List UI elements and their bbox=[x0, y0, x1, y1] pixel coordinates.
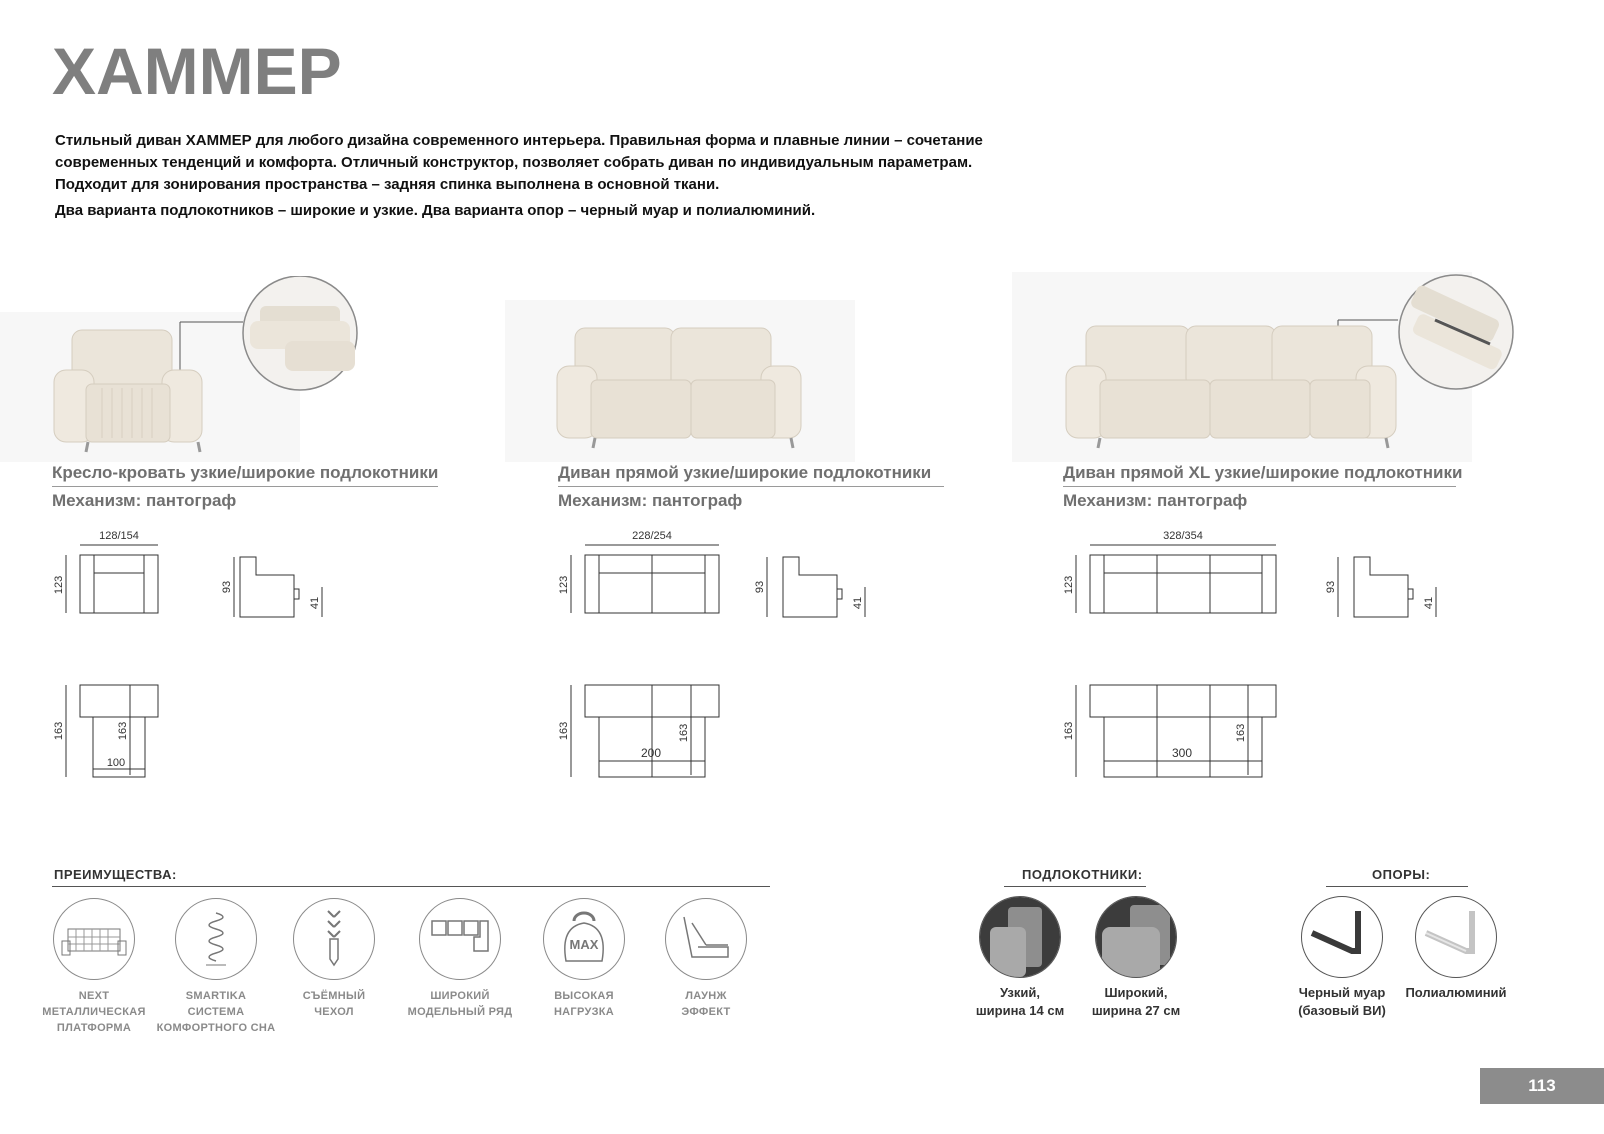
armrest-wide-line-1: Широкий, bbox=[1104, 985, 1168, 1000]
advantage-5-line-1: ВЫСОКАЯ bbox=[554, 990, 614, 1002]
product-3-height: 93 bbox=[1325, 580, 1337, 594]
advantage-3-line-1: СЪЁМНЫЙ bbox=[302, 990, 366, 1002]
product-2-depth: 123 bbox=[558, 575, 570, 595]
product-2-unfolded-length: 163 bbox=[558, 721, 570, 741]
product-1-inner-length: 163 bbox=[117, 721, 129, 741]
advantages-divider bbox=[52, 886, 770, 887]
advantage-6-line-1: ЛАУНЖ bbox=[685, 990, 727, 1002]
advantage-6-line-2: ЭФФЕКТ bbox=[681, 1006, 731, 1018]
black-support-image bbox=[1301, 896, 1383, 978]
product-3-seat-height: 41 bbox=[1423, 596, 1435, 610]
intro-line-1: Стильный диван ХАММЕР для любого дизайна современного интерьера. Правильная форма и плавные линии – сочетание bbox=[55, 132, 983, 149]
sofa-photo bbox=[555, 322, 815, 452]
armrest-narrow-line-1: Узкий, bbox=[999, 985, 1040, 1000]
product-2-seat-height: 41 bbox=[852, 596, 864, 610]
advantage-2-line-3: КОМФОРТНОГО СНА bbox=[156, 1022, 276, 1034]
advantage-1-line-1: NEXT bbox=[78, 990, 110, 1002]
zipper-icon bbox=[293, 898, 375, 980]
armrests-heading: ПОДЛОКОТНИКИ: bbox=[1022, 867, 1143, 882]
product-2-height: 93 bbox=[754, 580, 766, 594]
product-2-title: Диван прямой узкие/широкие подлокотники bbox=[558, 463, 932, 482]
armrest-narrow bbox=[960, 896, 1080, 1020]
support-black bbox=[1282, 896, 1402, 1020]
narrow-armrest-image bbox=[979, 896, 1061, 978]
advantage-2-line-2: СИСТЕМА bbox=[187, 1006, 245, 1018]
product-1-berth-width: 100 bbox=[106, 757, 126, 769]
product-3-divider bbox=[1063, 486, 1456, 487]
weight-icon-text: MAX bbox=[569, 937, 599, 952]
product-1-unfolded-length: 163 bbox=[53, 721, 65, 741]
advantage-1-line-2: МЕТАЛЛИЧЕСКАЯ bbox=[42, 1006, 146, 1018]
advantages-heading: ПРЕИМУЩЕСТВА: bbox=[54, 867, 177, 882]
advantage-4-line-2: МОДЕЛЬНЫЙ РЯД bbox=[407, 1006, 513, 1018]
spring-icon bbox=[175, 898, 257, 980]
product-3-depth: 123 bbox=[1063, 575, 1075, 595]
advantage-1-line-3: ПЛАТФОРМА bbox=[56, 1022, 132, 1034]
page-title: ХАММЕР bbox=[52, 34, 342, 108]
product-3-title: Диван прямой XL узкие/широкие подлокотники bbox=[1063, 463, 1463, 482]
product-1-dimensions bbox=[50, 525, 350, 795]
product-2-dimensions bbox=[555, 525, 885, 795]
lounge-icon bbox=[665, 898, 747, 980]
advantage-3-line-2: ЧЕХОЛ bbox=[314, 1006, 354, 1018]
product-1-height: 93 bbox=[221, 580, 233, 594]
product-2-mechanism: Механизм: пантограф bbox=[558, 491, 743, 510]
advantage-platform bbox=[34, 898, 154, 1036]
sofa-xl-photo bbox=[1060, 272, 1520, 452]
product-2-divider bbox=[558, 486, 944, 487]
advantage-weight bbox=[524, 898, 644, 1020]
supports-heading: ОПОРЫ: bbox=[1372, 867, 1431, 882]
supports-divider bbox=[1326, 886, 1468, 887]
product-3-width: 328/354 bbox=[1163, 530, 1203, 542]
product-3-mechanism: Механизм: пантограф bbox=[1063, 491, 1248, 510]
advantage-4-line-1: ШИРОКИЙ bbox=[430, 990, 490, 1002]
product-1-width: 128/154 bbox=[99, 530, 139, 542]
advantage-5-line-2: НАГРУЗКА bbox=[553, 1006, 615, 1018]
product-1-divider bbox=[52, 486, 438, 487]
wide-armrest-image bbox=[1095, 896, 1177, 978]
armrests-divider bbox=[1004, 886, 1146, 887]
advantage-zipper bbox=[274, 898, 394, 1020]
advantage-lounge bbox=[646, 898, 766, 1020]
intro-line-2: современных тенденций и комфорта. Отличный конструктор, позволяет собрать диван по индивидуальным параметрам. bbox=[55, 154, 973, 171]
armchair-photo bbox=[50, 276, 370, 456]
advantage-modules bbox=[400, 898, 520, 1020]
product-2-width: 228/254 bbox=[632, 530, 672, 542]
product-3-berth-width: 300 bbox=[1171, 746, 1193, 760]
armrest-wide-line-2: ширина 27 см bbox=[1091, 1003, 1181, 1018]
weight-icon bbox=[543, 898, 625, 980]
armrest-narrow-line-2: ширина 14 см bbox=[975, 1003, 1065, 1018]
support-black-line-1: Черный муар bbox=[1298, 985, 1386, 1000]
product-1-seat-height: 41 bbox=[309, 596, 321, 610]
product-1-depth: 123 bbox=[53, 575, 65, 595]
intro-line-3: Подходит для зонирования пространства – задняя спинка выполнена в основной ткани. bbox=[55, 176, 720, 193]
advantage-spring bbox=[156, 898, 276, 1036]
support-black-line-2: (базовый ВИ) bbox=[1298, 1003, 1386, 1018]
product-2-berth-width: 200 bbox=[640, 746, 662, 760]
product-3-inner-length: 163 bbox=[1235, 723, 1247, 743]
intro-line-4: Два варианта подлокотников – широкие и узкие. Два варианта опор – черный муар и полиалюминий. bbox=[55, 202, 816, 219]
support-aluminium bbox=[1396, 896, 1516, 1002]
page-number: 113 bbox=[1480, 1068, 1604, 1104]
platform-icon bbox=[53, 898, 135, 980]
armrest-wide bbox=[1076, 896, 1196, 1020]
product-2-inner-length: 163 bbox=[678, 723, 690, 743]
aluminium-support-image bbox=[1415, 896, 1497, 978]
advantage-2-line-1: SMARTIKA bbox=[185, 990, 247, 1002]
product-1-mechanism: Механизм: пантограф bbox=[52, 491, 237, 510]
product-3-unfolded-length: 163 bbox=[1063, 721, 1075, 741]
product-3-dimensions bbox=[1060, 525, 1450, 795]
product-1-title: Кресло-кровать узкие/широкие подлокотники bbox=[52, 463, 439, 482]
modules-icon bbox=[419, 898, 501, 980]
support-aluminium-line-1: Полиалюминий bbox=[1405, 985, 1507, 1000]
